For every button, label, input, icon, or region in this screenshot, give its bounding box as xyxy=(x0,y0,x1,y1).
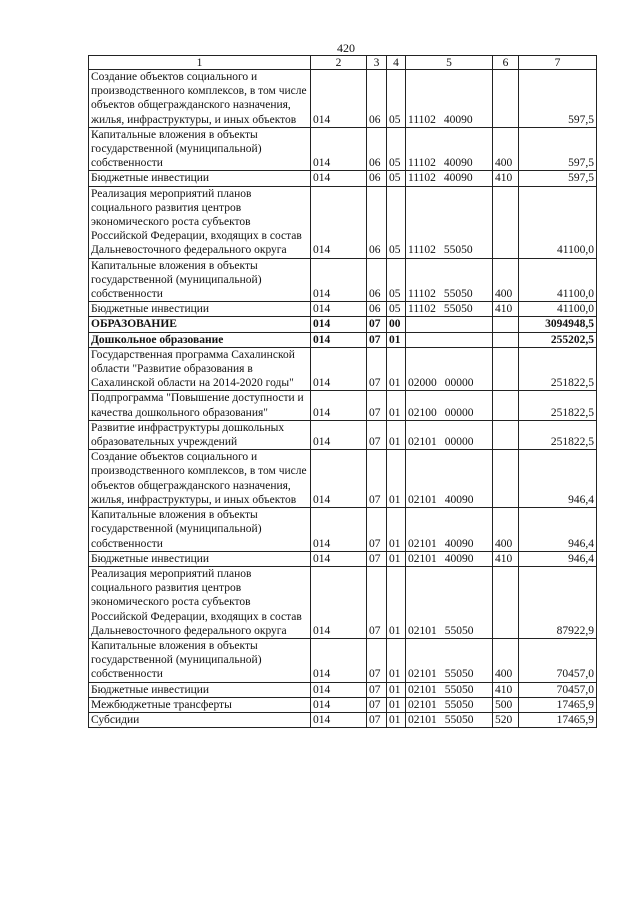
expense-type-code xyxy=(493,347,519,391)
amount: 251822,5 xyxy=(519,347,597,391)
direction-code: 40090 xyxy=(443,172,473,185)
target-article-code xyxy=(406,258,493,302)
target-article-code xyxy=(406,70,493,128)
program-code: 02101 xyxy=(408,537,437,550)
section-code: 06 xyxy=(367,302,387,317)
amount: 946,4 xyxy=(519,508,597,552)
column-header: 4 xyxy=(387,56,406,70)
amount: 597,5 xyxy=(519,70,597,128)
amount: 946,4 xyxy=(519,551,597,566)
table-row xyxy=(89,697,597,712)
direction-code: 55050 xyxy=(443,288,473,301)
target-article-code xyxy=(406,332,493,347)
table-row xyxy=(89,258,597,302)
program-code: 02101 xyxy=(408,436,437,449)
ministry-code: 014 xyxy=(311,70,367,128)
budget-table xyxy=(88,55,597,728)
column-header: 2 xyxy=(311,56,367,70)
amount: 87922,9 xyxy=(519,566,597,638)
ministry-code: 014 xyxy=(311,347,367,391)
amount: 597,5 xyxy=(519,171,597,186)
target-article-code xyxy=(406,682,493,697)
amount: 3094948,5 xyxy=(519,317,597,332)
direction-code: 40090 xyxy=(443,113,473,126)
expense-type-code xyxy=(493,450,519,508)
direction-code: 40090 xyxy=(443,157,473,170)
ministry-code: 014 xyxy=(311,302,367,317)
ministry-code: 014 xyxy=(311,420,367,449)
column-header: 6 xyxy=(493,56,519,70)
direction-code: 55050 xyxy=(444,624,474,637)
amount: 41100,0 xyxy=(519,258,597,302)
section-code: 06 xyxy=(367,70,387,128)
section-code: 06 xyxy=(367,171,387,186)
direction-code: 55050 xyxy=(443,303,473,316)
expense-type-code: 400 xyxy=(493,638,519,682)
target-article-code xyxy=(406,551,493,566)
direction-code: 55050 xyxy=(444,668,474,681)
row-name: Капитальные вложения в объекты государственной (муниципальной) собственности xyxy=(89,127,311,171)
section-code: 07 xyxy=(367,347,387,391)
section-code: 07 xyxy=(367,391,387,420)
table-row xyxy=(89,638,597,682)
subsection-code: 01 xyxy=(387,712,406,727)
table-row xyxy=(89,712,597,727)
program-code: 02101 xyxy=(408,713,437,726)
direction-code: 00000 xyxy=(444,406,474,419)
amount: 17465,9 xyxy=(519,697,597,712)
ministry-code: 014 xyxy=(311,186,367,258)
ministry-code: 014 xyxy=(311,508,367,552)
subsection-code: 05 xyxy=(387,302,406,317)
target-article-code xyxy=(406,391,493,420)
program-code: 02101 xyxy=(408,493,437,506)
target-article-code xyxy=(406,420,493,449)
header-row xyxy=(89,56,597,70)
target-article-code xyxy=(406,186,493,258)
subsection-code: 01 xyxy=(387,332,406,347)
subsection-code: 01 xyxy=(387,420,406,449)
section-code: 07 xyxy=(367,420,387,449)
expense-type-code xyxy=(493,70,519,128)
section-code: 07 xyxy=(367,450,387,508)
amount: 946,4 xyxy=(519,450,597,508)
direction-code: 40090 xyxy=(444,493,474,506)
program-code: 02100 xyxy=(408,406,437,419)
program-code: 02101 xyxy=(408,698,437,711)
column-header: 7 xyxy=(519,56,597,70)
program-code: 02101 xyxy=(408,668,437,681)
ministry-code: 014 xyxy=(311,697,367,712)
table-row xyxy=(89,127,597,171)
target-article-code xyxy=(406,127,493,171)
row-name: Создание объектов социального и производственного комплексов, в том числе объектов общегражданского назначения, жилья, инфраструктуры, и иных объектов xyxy=(89,450,311,508)
table-row xyxy=(89,171,597,186)
section-code: 07 xyxy=(367,508,387,552)
target-article-code xyxy=(406,566,493,638)
direction-code: 00000 xyxy=(444,436,474,449)
expense-type-code: 500 xyxy=(493,697,519,712)
target-article-code xyxy=(406,347,493,391)
target-article-code xyxy=(406,697,493,712)
program-code: 11102 xyxy=(408,303,436,316)
ministry-code: 014 xyxy=(311,551,367,566)
table-row xyxy=(89,332,597,347)
row-name: Капитальные вложения в объекты государственной (муниципальной) собственности xyxy=(89,508,311,552)
subsection-code: 05 xyxy=(387,258,406,302)
row-name: Капитальные вложения в объекты государственной (муниципальной) собственности xyxy=(89,258,311,302)
row-name: Реализация мероприятий планов социального развития центров экономического роста субъектов Российской Федерации, входящих в состав Дальневосточного федерального округа xyxy=(89,186,311,258)
table-row xyxy=(89,186,597,258)
table-row xyxy=(89,508,597,552)
amount: 597,5 xyxy=(519,127,597,171)
row-name: Реализация мероприятий планов социального развития центров экономического роста субъектов Российской Федерации, входящих в состав Дальневосточного федерального округа xyxy=(89,566,311,638)
ministry-code: 014 xyxy=(311,127,367,171)
ministry-code: 014 xyxy=(311,638,367,682)
section-code: 07 xyxy=(367,566,387,638)
expense-type-code: 410 xyxy=(493,302,519,317)
table-row xyxy=(89,450,597,508)
target-article-code xyxy=(406,450,493,508)
program-code: 02000 xyxy=(408,377,437,390)
row-name: Межбюджетные трансферты xyxy=(89,697,311,712)
section-code: 07 xyxy=(367,551,387,566)
amount: 251822,5 xyxy=(519,420,597,449)
column-header: 1 xyxy=(89,56,311,70)
ministry-code: 014 xyxy=(311,171,367,186)
ministry-code: 014 xyxy=(311,682,367,697)
amount: 70457,0 xyxy=(519,682,597,697)
expense-type-code xyxy=(493,420,519,449)
program-code: 11102 xyxy=(408,244,436,257)
subsection-code: 01 xyxy=(387,566,406,638)
row-name: Капитальные вложения в объекты государственной (муниципальной) собственности xyxy=(89,638,311,682)
direction-code: 40090 xyxy=(444,552,474,565)
direction-code: 55050 xyxy=(444,713,474,726)
program-code: 11102 xyxy=(408,157,436,170)
program-code: 11102 xyxy=(408,172,436,185)
section-code: 07 xyxy=(367,682,387,697)
subsection-code: 05 xyxy=(387,171,406,186)
table-row xyxy=(89,566,597,638)
row-name: Развитие инфраструктуры дошкольных образовательных учреждений xyxy=(89,420,311,449)
subsection-code: 01 xyxy=(387,638,406,682)
page-number: 420 xyxy=(337,41,355,55)
target-article-code xyxy=(406,638,493,682)
table-row xyxy=(89,391,597,420)
subsection-code: 01 xyxy=(387,391,406,420)
row-name: Бюджетные инвестиции xyxy=(89,551,311,566)
section-code: 07 xyxy=(367,317,387,332)
direction-code: 40090 xyxy=(444,537,474,550)
program-code: 11102 xyxy=(408,113,436,126)
subsection-code: 05 xyxy=(387,186,406,258)
column-header: 5 xyxy=(406,56,493,70)
expense-type-code: 400 xyxy=(493,127,519,171)
row-name: ОБРАЗОВАНИЕ xyxy=(89,317,311,332)
subsection-code: 01 xyxy=(387,347,406,391)
row-name: Дошкольное образование xyxy=(89,332,311,347)
column-header: 3 xyxy=(367,56,387,70)
row-name: Бюджетные инвестиции xyxy=(89,682,311,697)
target-article-code xyxy=(406,508,493,552)
direction-code: 55050 xyxy=(443,244,473,257)
ministry-code: 014 xyxy=(311,332,367,347)
subsection-code: 01 xyxy=(387,697,406,712)
table-row xyxy=(89,420,597,449)
ministry-code: 014 xyxy=(311,566,367,638)
ministry-code: 014 xyxy=(311,391,367,420)
direction-code: 55050 xyxy=(444,683,474,696)
amount: 41100,0 xyxy=(519,302,597,317)
row-name: Бюджетные инвестиции xyxy=(89,171,311,186)
row-name: Субсидии xyxy=(89,712,311,727)
program-code: 02101 xyxy=(408,552,437,565)
expense-type-code: 410 xyxy=(493,171,519,186)
expense-type-code: 410 xyxy=(493,682,519,697)
target-article-code xyxy=(406,302,493,317)
amount: 41100,0 xyxy=(519,186,597,258)
expense-type-code: 400 xyxy=(493,258,519,302)
table-row xyxy=(89,317,597,332)
section-code: 07 xyxy=(367,638,387,682)
expense-type-code xyxy=(493,391,519,420)
expense-type-code: 400 xyxy=(493,508,519,552)
section-code: 06 xyxy=(367,186,387,258)
table-row xyxy=(89,682,597,697)
table-row xyxy=(89,302,597,317)
section-code: 07 xyxy=(367,712,387,727)
subsection-code: 05 xyxy=(387,127,406,171)
target-article-code xyxy=(406,712,493,727)
direction-code: 00000 xyxy=(444,377,474,390)
amount: 17465,9 xyxy=(519,712,597,727)
subsection-code: 01 xyxy=(387,682,406,697)
ministry-code: 014 xyxy=(311,317,367,332)
target-article-code xyxy=(406,171,493,186)
ministry-code: 014 xyxy=(311,258,367,302)
table-row xyxy=(89,70,597,128)
amount: 70457,0 xyxy=(519,638,597,682)
expense-type-code xyxy=(493,317,519,332)
expense-type-code xyxy=(493,186,519,258)
section-code: 07 xyxy=(367,332,387,347)
subsection-code: 05 xyxy=(387,70,406,128)
amount: 251822,5 xyxy=(519,391,597,420)
row-name: Подпрограмма "Повышение доступности и качества дошкольного образования" xyxy=(89,391,311,420)
section-code: 06 xyxy=(367,127,387,171)
table-row xyxy=(89,551,597,566)
ministry-code: 014 xyxy=(311,450,367,508)
section-code: 07 xyxy=(367,697,387,712)
row-name: Бюджетные инвестиции xyxy=(89,302,311,317)
ministry-code: 014 xyxy=(311,712,367,727)
target-article-code xyxy=(406,317,493,332)
expense-type-code: 410 xyxy=(493,551,519,566)
direction-code: 55050 xyxy=(444,698,474,711)
subsection-code: 01 xyxy=(387,450,406,508)
row-name: Создание объектов социального и производственного комплексов, в том числе объектов общегражданского назначения, жилья, инфраструктуры, и иных объектов xyxy=(89,70,311,128)
expense-type-code xyxy=(493,566,519,638)
program-code: 02101 xyxy=(408,624,437,637)
table-row xyxy=(89,347,597,391)
expense-type-code: 520 xyxy=(493,712,519,727)
subsection-code: 00 xyxy=(387,317,406,332)
section-code: 06 xyxy=(367,258,387,302)
subsection-code: 01 xyxy=(387,551,406,566)
program-code: 02101 xyxy=(408,683,437,696)
program-code: 11102 xyxy=(408,288,436,301)
subsection-code: 01 xyxy=(387,508,406,552)
expense-type-code xyxy=(493,332,519,347)
amount: 255202,5 xyxy=(519,332,597,347)
row-name: Государственная программа Сахалинской области "Развитие образования в Сахалинской области на 2014-2020 годы" xyxy=(89,347,311,391)
